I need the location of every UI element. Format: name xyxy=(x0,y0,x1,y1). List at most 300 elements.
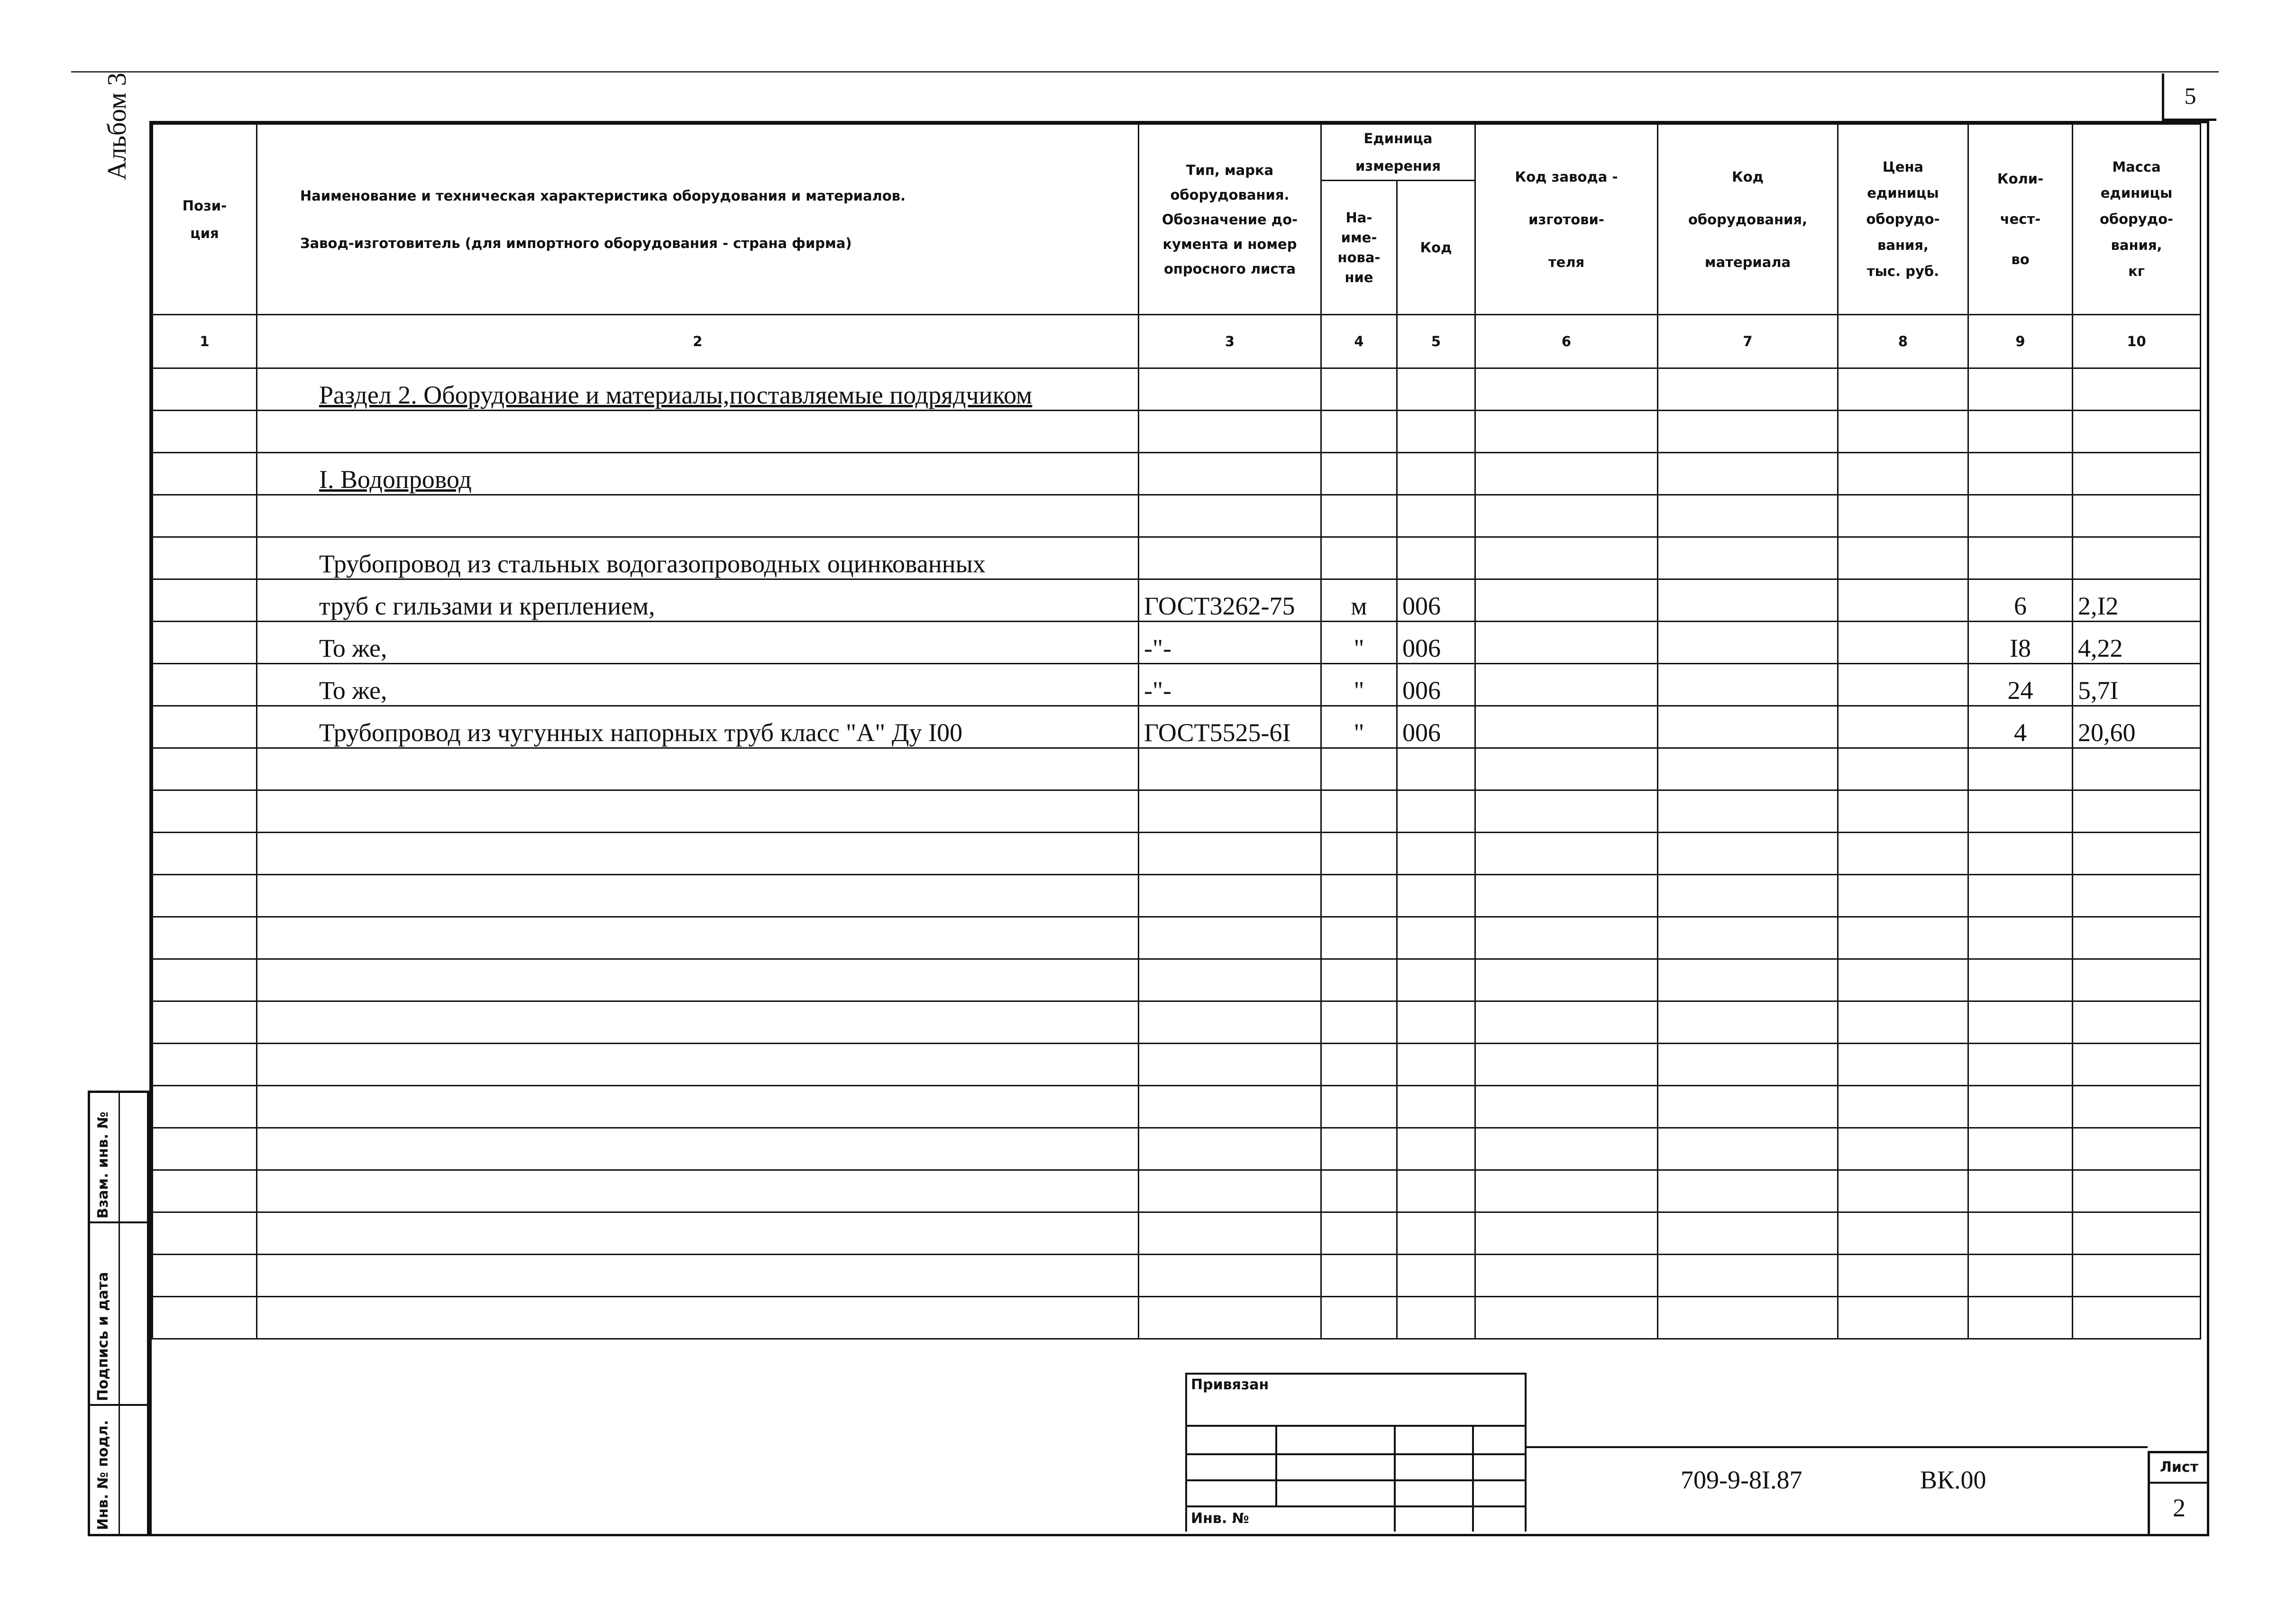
sheet-label: Лист xyxy=(2150,1453,2208,1484)
cell-name xyxy=(257,368,1139,411)
cell-name xyxy=(257,537,1139,579)
empty-cell xyxy=(1658,1001,1838,1044)
empty-cell xyxy=(1321,875,1397,917)
empty-cell xyxy=(2073,1297,2201,1339)
empty-cell xyxy=(1139,833,1321,875)
empty-cell xyxy=(1968,875,2073,917)
cell-equipment-code xyxy=(1658,411,1838,453)
table-row-empty xyxy=(153,1212,2201,1255)
empty-cell xyxy=(1475,1001,1658,1044)
cell-quantity: 24 xyxy=(1968,664,2073,706)
cell-type-mark xyxy=(1139,495,1321,537)
empty-cell xyxy=(1968,790,2073,833)
empty-cell xyxy=(1139,790,1321,833)
cell-quantity: 4 xyxy=(1968,706,2073,748)
empty-cell xyxy=(1475,917,1658,959)
empty-cell xyxy=(1968,1297,2073,1339)
empty-cell xyxy=(1139,917,1321,959)
cell-unit-name xyxy=(1321,495,1397,537)
empty-cell xyxy=(1475,748,1658,790)
cell-unit-code: 006 xyxy=(1397,664,1475,706)
empty-cell xyxy=(1139,1044,1321,1086)
empty-cell xyxy=(1321,1086,1397,1128)
empty-cell xyxy=(153,1297,257,1339)
empty-cell xyxy=(1838,1044,1968,1086)
cell-unit-price xyxy=(1838,706,1968,748)
cell-manufacturer-code xyxy=(1475,706,1658,748)
empty-cell xyxy=(257,1212,1139,1255)
table-row xyxy=(153,622,2201,664)
empty-cell xyxy=(1968,917,2073,959)
item-name: Раздел 2. Оборудование и материалы,поставляемые подрядчиком xyxy=(319,381,1033,409)
empty-cell xyxy=(153,959,257,1001)
cell-unit-mass xyxy=(2073,495,2201,537)
cell-unit-name: м xyxy=(1321,579,1397,622)
cell-unit-mass xyxy=(2073,453,2201,495)
sheet-corner-number: 5 xyxy=(2162,73,2216,121)
document-code: 709-9-8I.87 xyxy=(1681,1466,1802,1494)
empty-cell xyxy=(257,833,1139,875)
empty-cell xyxy=(1321,1170,1397,1212)
empty-cell xyxy=(1321,1044,1397,1086)
cell-unit-code: 006 xyxy=(1397,579,1475,622)
column-number: 3 xyxy=(1139,315,1321,368)
header-name-line1: Наименование и техническая характеристика оборудования и материалов. xyxy=(300,187,906,204)
cell-quantity xyxy=(1968,411,2073,453)
empty-cell xyxy=(1321,959,1397,1001)
empty-cell xyxy=(153,917,257,959)
column-number: 5 xyxy=(1397,315,1475,368)
column-number: 10 xyxy=(2073,315,2201,368)
empty-cell xyxy=(257,875,1139,917)
table-row-empty xyxy=(153,748,2201,790)
cell-position xyxy=(153,579,257,622)
cell-name xyxy=(257,622,1139,664)
cell-unit-code: 006 xyxy=(1397,622,1475,664)
empty-cell xyxy=(2073,833,2201,875)
cell-type-mark: ГОСТ5525-6I xyxy=(1139,706,1321,748)
column-number: 9 xyxy=(1968,315,2073,368)
empty-cell xyxy=(1475,959,1658,1001)
table-row-empty xyxy=(153,959,2201,1001)
cell-unit-name: " xyxy=(1321,622,1397,664)
empty-cell xyxy=(257,1001,1139,1044)
stamp-cell-inv-original xyxy=(90,1406,149,1534)
empty-cell xyxy=(1397,1086,1475,1128)
empty-cell xyxy=(2073,1255,2201,1297)
header-manufacturer-code: Код завода - изготови- теля xyxy=(1475,124,1658,315)
left-stamp xyxy=(88,1091,149,1536)
empty-cell xyxy=(153,1044,257,1086)
empty-cell xyxy=(1838,790,1968,833)
table-row xyxy=(153,495,2201,537)
empty-cell xyxy=(1658,917,1838,959)
stamp-signature-date: Подпись и дата xyxy=(95,1272,111,1401)
table-row xyxy=(153,411,2201,453)
sheet-box xyxy=(2148,1451,2208,1534)
reference-box xyxy=(1185,1373,1527,1532)
cell-unit-name xyxy=(1321,368,1397,411)
empty-cell xyxy=(1475,833,1658,875)
cell-equipment-code xyxy=(1658,495,1838,537)
empty-cell xyxy=(1475,875,1658,917)
header-unit-name: На- име- нова- ние xyxy=(1321,181,1397,315)
table-row xyxy=(153,453,2201,495)
cell-manufacturer-code xyxy=(1475,664,1658,706)
cell-unit-code: 006 xyxy=(1397,706,1475,748)
empty-cell xyxy=(1658,1212,1838,1255)
empty-cell xyxy=(1838,748,1968,790)
cell-unit-mass: 4,22 xyxy=(2073,622,2201,664)
empty-cell xyxy=(1139,875,1321,917)
cell-unit-price xyxy=(1838,453,1968,495)
empty-cell xyxy=(1475,790,1658,833)
empty-cell xyxy=(1658,1170,1838,1212)
empty-cell xyxy=(1321,1001,1397,1044)
cell-position xyxy=(153,411,257,453)
cell-name xyxy=(257,453,1139,495)
table-row-empty xyxy=(153,833,2201,875)
empty-cell xyxy=(1968,748,2073,790)
empty-cell xyxy=(1968,959,2073,1001)
empty-cell xyxy=(1658,875,1838,917)
empty-cell xyxy=(1658,1128,1838,1170)
empty-cell xyxy=(1321,1212,1397,1255)
cell-unit-mass: 20,60 xyxy=(2073,706,2201,748)
cell-unit-price xyxy=(1838,368,1968,411)
empty-cell xyxy=(1475,1170,1658,1212)
empty-cell xyxy=(153,1255,257,1297)
header-unit-group: Единица измерения xyxy=(1321,124,1475,181)
column-number: 7 xyxy=(1658,315,1838,368)
cell-unit-mass: 5,7I xyxy=(2073,664,2201,706)
cell-type-mark: -"- xyxy=(1139,622,1321,664)
cell-position xyxy=(153,537,257,579)
empty-cell xyxy=(1658,833,1838,875)
empty-cell xyxy=(1658,1297,1838,1339)
cell-name xyxy=(257,664,1139,706)
cell-unit-name xyxy=(1321,411,1397,453)
empty-cell xyxy=(1658,790,1838,833)
empty-cell xyxy=(1321,1297,1397,1339)
empty-cell xyxy=(1968,1170,2073,1212)
empty-cell xyxy=(2073,917,2201,959)
empty-cell xyxy=(2073,875,2201,917)
cell-unit-code xyxy=(1397,453,1475,495)
empty-cell xyxy=(1838,1212,1968,1255)
cell-unit-price xyxy=(1838,495,1968,537)
empty-cell xyxy=(1658,959,1838,1001)
empty-cell xyxy=(1397,1044,1475,1086)
title-block-rule xyxy=(1527,1446,2148,1448)
empty-cell xyxy=(1658,1086,1838,1128)
empty-cell xyxy=(1139,1086,1321,1128)
cell-equipment-code xyxy=(1658,664,1838,706)
empty-cell xyxy=(1968,1044,2073,1086)
empty-cell xyxy=(153,1128,257,1170)
cell-type-mark: ГОСТ3262-75 xyxy=(1139,579,1321,622)
empty-cell xyxy=(1968,1255,2073,1297)
empty-cell xyxy=(1838,1255,1968,1297)
empty-cell xyxy=(1321,790,1397,833)
table-row-empty xyxy=(153,790,2201,833)
empty-cell xyxy=(1968,1001,2073,1044)
table-row-empty xyxy=(153,875,2201,917)
specification-table xyxy=(152,123,2201,1340)
empty-cell xyxy=(257,917,1139,959)
reference-inv-label: Инв. № xyxy=(1191,1510,1249,1527)
empty-cell xyxy=(257,1255,1139,1297)
cell-position xyxy=(153,664,257,706)
empty-cell xyxy=(2073,1170,2201,1212)
empty-cell xyxy=(1475,1086,1658,1128)
cell-manufacturer-code xyxy=(1475,368,1658,411)
item-name: Трубопровод из стальных водогазопроводных оцинкованных xyxy=(319,550,986,578)
empty-cell xyxy=(1139,1297,1321,1339)
cell-equipment-code xyxy=(1658,368,1838,411)
table-row-empty xyxy=(153,1255,2201,1297)
cell-unit-name: " xyxy=(1321,706,1397,748)
cell-equipment-code xyxy=(1658,453,1838,495)
cell-type-mark xyxy=(1139,453,1321,495)
table-row xyxy=(153,368,2201,411)
cell-quantity: I8 xyxy=(1968,622,2073,664)
empty-cell xyxy=(1838,875,1968,917)
cell-manufacturer-code xyxy=(1475,495,1658,537)
table-row xyxy=(153,664,2201,706)
empty-cell xyxy=(1139,1255,1321,1297)
cell-unit-price xyxy=(1838,579,1968,622)
cell-quantity: 6 xyxy=(1968,579,2073,622)
empty-cell xyxy=(1397,1001,1475,1044)
header-type-mark: Тип, марка оборудования. Обозначение до- кумента и номер опросного листа xyxy=(1139,124,1321,315)
cell-unit-code xyxy=(1397,495,1475,537)
empty-cell xyxy=(1838,917,1968,959)
empty-cell xyxy=(153,790,257,833)
cell-unit-mass xyxy=(2073,368,2201,411)
empty-cell xyxy=(1838,1128,1968,1170)
column-number: 6 xyxy=(1475,315,1658,368)
empty-cell xyxy=(1658,1255,1838,1297)
stamp-cell-replaces xyxy=(90,1093,149,1223)
cell-type-mark xyxy=(1139,368,1321,411)
cell-unit-price xyxy=(1838,411,1968,453)
cell-name xyxy=(257,579,1139,622)
cell-unit-price xyxy=(1838,622,1968,664)
cell-position xyxy=(153,622,257,664)
column-number: 4 xyxy=(1321,315,1397,368)
empty-cell xyxy=(2073,1086,2201,1128)
cell-unit-name xyxy=(1321,537,1397,579)
empty-cell xyxy=(1838,1086,1968,1128)
column-number: 1 xyxy=(153,315,257,368)
empty-cell xyxy=(2073,748,2201,790)
cell-type-mark xyxy=(1139,411,1321,453)
empty-cell xyxy=(1475,1255,1658,1297)
empty-cell xyxy=(2073,1001,2201,1044)
empty-cell xyxy=(1139,1128,1321,1170)
header-name-line2: Завод-изготовитель (для импортного оборудования - страна фирма) xyxy=(300,235,852,251)
cell-unit-name: " xyxy=(1321,664,1397,706)
cell-type-mark xyxy=(1139,537,1321,579)
cell-manufacturer-code xyxy=(1475,537,1658,579)
header-unit-mass: Масса единицы оборудо- вания, кг xyxy=(2073,124,2201,315)
cell-manufacturer-code xyxy=(1475,622,1658,664)
empty-cell xyxy=(1838,1297,1968,1339)
empty-cell xyxy=(1397,875,1475,917)
page-top-rule xyxy=(71,71,2219,73)
table-row-empty xyxy=(153,1044,2201,1086)
cell-manufacturer-code xyxy=(1475,579,1658,622)
empty-cell xyxy=(153,833,257,875)
stamp-replaces-inv: Взам. инв. № xyxy=(95,1111,111,1219)
cell-unit-mass: 2,I2 xyxy=(2073,579,2201,622)
empty-cell xyxy=(1397,1297,1475,1339)
empty-cell xyxy=(2073,1128,2201,1170)
cell-quantity xyxy=(1968,537,2073,579)
empty-cell xyxy=(1139,1001,1321,1044)
cell-unit-price xyxy=(1838,664,1968,706)
stamp-inv-original: Инв. № подл. xyxy=(95,1420,111,1530)
header-unit-code: Код xyxy=(1397,181,1475,315)
empty-cell xyxy=(257,1128,1139,1170)
cell-manufacturer-code xyxy=(1475,411,1658,453)
empty-cell xyxy=(1397,833,1475,875)
empty-cell xyxy=(1397,1212,1475,1255)
empty-cell xyxy=(257,790,1139,833)
empty-cell xyxy=(1397,1128,1475,1170)
cell-unit-mass xyxy=(2073,537,2201,579)
empty-cell xyxy=(1838,1170,1968,1212)
empty-cell xyxy=(257,959,1139,1001)
item-name: Трубопровод из чугунных напорных труб класс "А" Ду I00 xyxy=(319,718,963,747)
cell-quantity xyxy=(1968,453,2073,495)
table-row xyxy=(153,537,2201,579)
empty-cell xyxy=(2073,790,2201,833)
empty-cell xyxy=(257,1170,1139,1212)
empty-cell xyxy=(1968,1212,2073,1255)
empty-cell xyxy=(1475,1297,1658,1339)
empty-cell xyxy=(257,1044,1139,1086)
empty-cell xyxy=(1838,959,1968,1001)
empty-cell xyxy=(1838,833,1968,875)
empty-cell xyxy=(2073,1044,2201,1086)
header-equipment-code: Код оборудования, материала xyxy=(1658,124,1838,315)
empty-cell xyxy=(1321,833,1397,875)
empty-cell xyxy=(153,1001,257,1044)
empty-cell xyxy=(257,748,1139,790)
cell-position xyxy=(153,368,257,411)
document-suffix: ВК.00 xyxy=(1920,1466,1986,1494)
table-row xyxy=(153,706,2201,748)
empty-cell xyxy=(1397,917,1475,959)
cell-unit-code xyxy=(1397,368,1475,411)
empty-cell xyxy=(1475,1128,1658,1170)
reference-title: Привязан xyxy=(1191,1376,1269,1393)
sheet-number: 2 xyxy=(2173,1494,2186,1522)
cell-unit-code xyxy=(1397,537,1475,579)
cell-unit-code xyxy=(1397,411,1475,453)
empty-cell xyxy=(1397,1170,1475,1212)
table-row-empty xyxy=(153,1128,2201,1170)
header-name xyxy=(257,124,1139,315)
empty-cell xyxy=(153,1170,257,1212)
table-row xyxy=(153,579,2201,622)
cell-position xyxy=(153,453,257,495)
empty-cell xyxy=(1658,748,1838,790)
empty-cell xyxy=(2073,1212,2201,1255)
empty-cell xyxy=(153,875,257,917)
item-name: I. Водопровод xyxy=(319,465,472,494)
cell-name xyxy=(257,706,1139,748)
empty-cell xyxy=(1968,833,2073,875)
table-row-empty xyxy=(153,1001,2201,1044)
cell-unit-name xyxy=(1321,453,1397,495)
cell-equipment-code xyxy=(1658,579,1838,622)
album-label: Альбом 3 xyxy=(102,73,132,180)
empty-cell xyxy=(1397,790,1475,833)
item-name: труб с гильзами и креплением, xyxy=(319,592,655,620)
empty-cell xyxy=(1838,1001,1968,1044)
empty-cell xyxy=(1321,748,1397,790)
empty-cell xyxy=(257,1086,1139,1128)
empty-cell xyxy=(1321,1255,1397,1297)
header-unit-price: Цена единицы оборудо- вания, тыс. руб. xyxy=(1838,124,1968,315)
cell-unit-price xyxy=(1838,537,1968,579)
empty-cell xyxy=(1658,1044,1838,1086)
empty-cell xyxy=(1321,1128,1397,1170)
cell-name xyxy=(257,495,1139,537)
cell-manufacturer-code xyxy=(1475,453,1658,495)
cell-quantity xyxy=(1968,368,2073,411)
empty-cell xyxy=(1321,917,1397,959)
column-number: 2 xyxy=(257,315,1139,368)
cell-unit-mass xyxy=(2073,411,2201,453)
cell-equipment-code xyxy=(1658,622,1838,664)
item-name: То же, xyxy=(319,634,387,662)
empty-cell xyxy=(1139,1170,1321,1212)
header-position: Пози- ция xyxy=(153,124,257,315)
cell-type-mark: -"- xyxy=(1139,664,1321,706)
empty-cell xyxy=(1968,1086,2073,1128)
empty-cell xyxy=(2073,959,2201,1001)
cell-equipment-code xyxy=(1658,537,1838,579)
empty-cell xyxy=(1139,1212,1321,1255)
cell-equipment-code xyxy=(1658,706,1838,748)
empty-cell xyxy=(153,1212,257,1255)
empty-cell xyxy=(1397,959,1475,1001)
empty-cell xyxy=(1397,1255,1475,1297)
empty-cell xyxy=(1475,1044,1658,1086)
empty-cell xyxy=(1968,1128,2073,1170)
empty-cell xyxy=(257,1297,1139,1339)
stamp-cell-signature xyxy=(90,1223,149,1406)
table-row-empty xyxy=(153,1170,2201,1212)
cell-position xyxy=(153,706,257,748)
cell-name xyxy=(257,411,1139,453)
empty-cell xyxy=(1397,748,1475,790)
column-number-row xyxy=(153,315,2201,368)
empty-cell xyxy=(1475,1212,1658,1255)
item-name: То же, xyxy=(319,676,387,705)
table-row-empty xyxy=(153,917,2201,959)
empty-cell xyxy=(153,1086,257,1128)
header-quantity: Коли- чест- во xyxy=(1968,124,2073,315)
empty-cell xyxy=(1139,959,1321,1001)
cell-position xyxy=(153,495,257,537)
table-row-empty xyxy=(153,1086,2201,1128)
cell-quantity xyxy=(1968,495,2073,537)
